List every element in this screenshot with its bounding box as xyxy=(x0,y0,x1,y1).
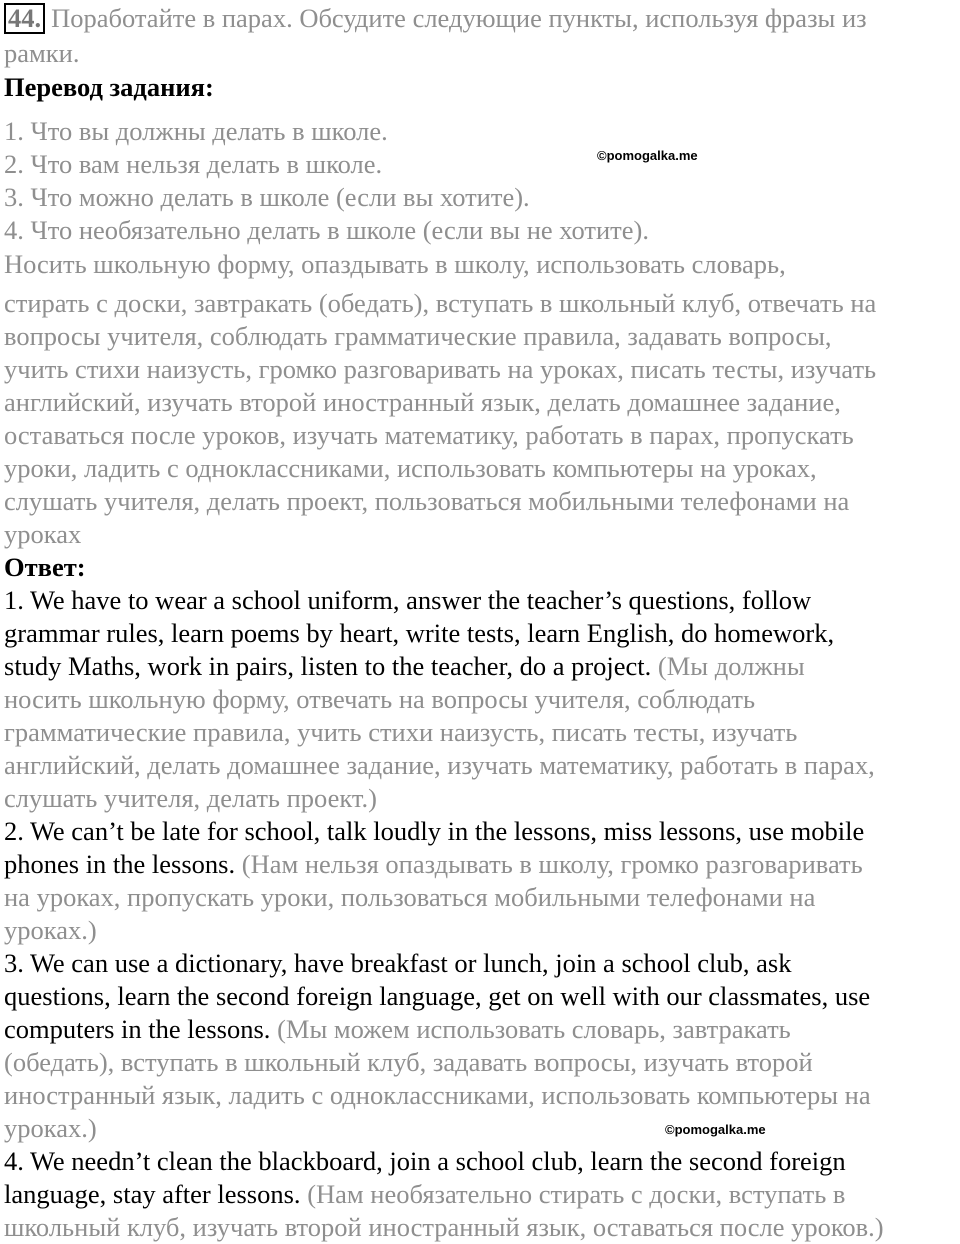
answer-4-line-3: школьный клуб, изучать второй иностранный язык, оставаться после уроков.) xyxy=(4,1212,884,1242)
translation-item-4: 4. Что необязательно делать в школе (если вы не хотите). xyxy=(4,215,649,245)
answer-4-line-1: 4. We needn’t clean the blackboard, join a school club, learn the second foreign xyxy=(4,1146,846,1176)
answer-4-english-end: language, stay after lessons. xyxy=(4,1179,301,1209)
answer-1-line-3 xyxy=(4,650,805,683)
translation-heading: Перевод задания: xyxy=(4,72,214,102)
phrase-line-7: уроки, ладить с одноклассниками, использовать компьютеры на уроках, xyxy=(4,453,817,483)
watermark-top: ©pomogalka.me xyxy=(597,148,698,163)
answer-3-translation-start: (Мы можем использовать словарь, завтракать xyxy=(277,1014,791,1044)
phrase-line-4: учить стихи наизусть, громко разговаривать на уроках, писать тесты, изучать xyxy=(4,354,877,384)
phrase-line-5: английский, изучать второй иностранный язык, делать домашнее задание, xyxy=(4,387,841,417)
phrase-line-1: Носить школьную форму, опаздывать в школу, использовать словарь, xyxy=(4,249,786,279)
answer-1-line-5: грамматические правила, учить стихи наизусть, писать тесты, изучать xyxy=(4,717,798,747)
answer-1-line-2: grammar rules, learn poems by heart, write tests, learn English, do homework, xyxy=(4,618,835,648)
task-instruction xyxy=(4,2,867,35)
answer-3-line-5: иностранный язык, ладить с одноклассниками, использовать компьютеры на xyxy=(4,1080,871,1110)
answer-2-line-1: 2. We can’t be late for school, talk loudly in the lessons, miss lessons, use mobile xyxy=(4,816,865,846)
answer-3-line-2: questions, learn the second foreign language, get on well with our classmates, use xyxy=(4,981,871,1011)
answer-3-line-4: (обедать), вступать в школьный клуб, задавать вопросы, изучать второй xyxy=(4,1047,813,1077)
answer-1-line-4: носить школьную форму, отвечать на вопросы учителя, соблюдать xyxy=(4,684,756,714)
translation-item-3: 3. Что можно делать в школе (если вы хотите). xyxy=(4,182,530,212)
answer-1-line-1: 1. We have to wear a school uniform, answer the teacher’s questions, follow xyxy=(4,585,812,615)
answer-3-english-end: computers in the lessons. xyxy=(4,1014,271,1044)
translation-item-2: 2. Что вам нельзя делать в школе. xyxy=(4,149,383,179)
answer-2-line-2 xyxy=(4,848,863,881)
phrase-line-8: слушать учителя, делать проект, пользоваться мобильными телефонами на xyxy=(4,486,850,516)
watermark-bottom: ©pomogalka.me xyxy=(665,1122,766,1137)
answer-1-translation-start: (Мы должны xyxy=(657,651,805,681)
phrase-line-3: вопросы учителя, соблюдать грамматические правила, задавать вопросы, xyxy=(4,321,832,351)
instruction-line-1: Поработайте в парах. Обсудите следующие пункты, используя фразы из xyxy=(51,3,867,33)
answer-2-line-3: на уроках, пропускать уроки, пользоваться мобильными телефонами на xyxy=(4,882,816,912)
phrase-line-2: стирать с доски, завтракать (обедать), вступать в школьный клуб, отвечать на xyxy=(4,288,877,318)
answer-1-line-6: английский, делать домашнее задание, изучать математику, работать в парах, xyxy=(4,750,875,780)
answer-2-translation-start: (Нам нельзя опаздывать в школу, громко разговаривать xyxy=(241,849,863,879)
answer-3-line-1: 3. We can use a dictionary, have breakfast or lunch, join a school club, ask xyxy=(4,948,792,978)
answer-3-line-6: уроках.) xyxy=(4,1113,97,1143)
answer-heading: Ответ: xyxy=(4,552,86,582)
answer-1-english-end: study Maths, work in pairs, listen to the teacher, do a project. xyxy=(4,651,652,681)
phrase-line-9: уроках xyxy=(4,519,82,549)
phrase-line-6: оставаться после уроков, изучать математику, работать в парах, пропускать xyxy=(4,420,854,450)
answer-4-translation-start: (Нам необязательно стирать с доски, вступать в xyxy=(307,1179,846,1209)
answer-4-line-2 xyxy=(4,1178,845,1211)
answer-1-line-7: слушать учителя, делать проект.) xyxy=(4,783,377,813)
answer-2-line-4: уроках.) xyxy=(4,915,97,945)
answer-2-english-end: phones in the lessons. xyxy=(4,849,236,879)
instruction-line-2: рамки. xyxy=(4,38,80,68)
task-number-box: 44. xyxy=(4,3,45,34)
translation-item-1: 1. Что вы должны делать в школе. xyxy=(4,116,388,146)
answer-3-line-3 xyxy=(4,1013,791,1046)
